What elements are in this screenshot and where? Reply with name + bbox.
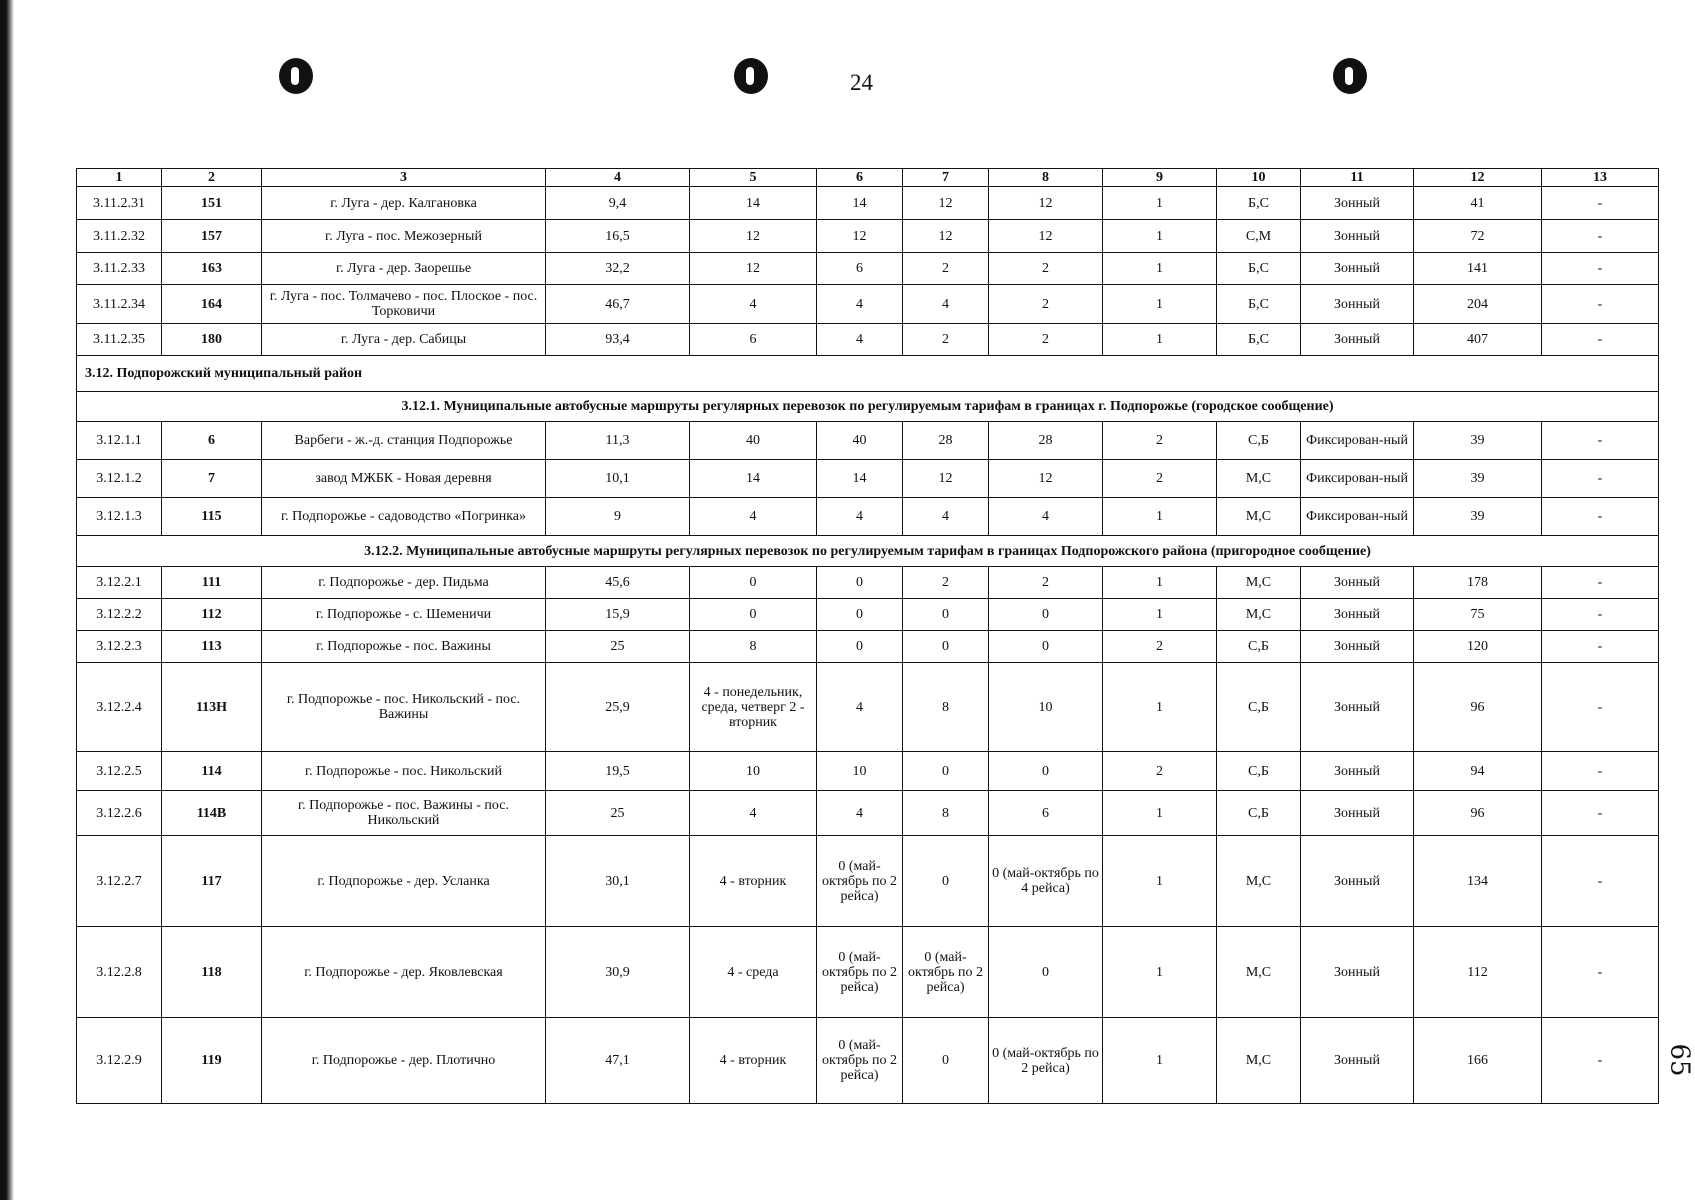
note-cell: - — [1542, 663, 1659, 752]
subsection-heading: 3.12.1. Муниципальные автобусные маршруты регулярных перевозок по регулируемым тарифам в границах г. Подпорожье (городское сообщение) — [77, 392, 1659, 422]
tariff-type-cell: Фиксирован-ный — [1301, 498, 1414, 536]
vehicles-count-cell: 1 — [1103, 567, 1217, 599]
column-number-header: 1 — [77, 169, 162, 187]
handwritten-margin-note: 65 — [1664, 1043, 1695, 1077]
punch-hole-left — [279, 58, 313, 94]
route-number-cell: 117 — [162, 836, 262, 927]
subsection-heading-row — [77, 536, 1659, 567]
row-id-cell: 3.12.2.2 — [77, 599, 162, 631]
vehicle-class-cell: М,С — [1217, 836, 1301, 927]
row-id-cell: 3.11.2.33 — [77, 253, 162, 285]
vehicle-class-cell: С,Б — [1217, 752, 1301, 791]
fare-cell: 96 — [1414, 791, 1542, 836]
note-cell: - — [1542, 285, 1659, 324]
vehicles-count-cell: 1 — [1103, 220, 1217, 253]
column-number-header: 6 — [817, 169, 903, 187]
trips-weekday-cell: 4 — [690, 498, 817, 536]
row-id-cell: 3.12.2.4 — [77, 663, 162, 752]
route-number-cell: 112 — [162, 599, 262, 631]
trips-6-cell: 4 — [817, 663, 903, 752]
route-name-cell: г. Луга - дер. Заорешье — [262, 253, 546, 285]
subsection-heading: 3.12.2. Муниципальные автобусные маршруты регулярных перевозок по регулируемым тарифам в границах Подпорожского района (пригородное сообщение) — [77, 536, 1659, 567]
column-number-header: 2 — [162, 169, 262, 187]
vehicle-class-cell: Б,С — [1217, 187, 1301, 220]
table-row — [77, 220, 1659, 253]
trips-7-cell: 2 — [903, 253, 989, 285]
fare-cell: 134 — [1414, 836, 1542, 927]
trips-6-cell: 0 — [817, 599, 903, 631]
trips-weekday-cell: 4 - понедельник, среда, четверг 2 - вторник — [690, 663, 817, 752]
vehicle-class-cell: М,С — [1217, 567, 1301, 599]
column-number-header: 11 — [1301, 169, 1414, 187]
trips-7-cell: 12 — [903, 187, 989, 220]
route-length-cell: 47,1 — [546, 1018, 690, 1104]
tariff-type-cell: Зонный — [1301, 567, 1414, 599]
vehicle-class-cell: М,С — [1217, 599, 1301, 631]
route-name-cell: г. Подпорожье - пос. Важины — [262, 631, 546, 663]
fare-cell: 72 — [1414, 220, 1542, 253]
table-row — [77, 422, 1659, 460]
trips-8-cell: 2 — [989, 253, 1103, 285]
trips-weekday-cell: 4 — [690, 791, 817, 836]
column-number-header: 12 — [1414, 169, 1542, 187]
trips-6-cell: 0 — [817, 631, 903, 663]
punch-hole-right — [1333, 58, 1367, 94]
trips-7-cell: 0 — [903, 836, 989, 927]
fare-cell: 75 — [1414, 599, 1542, 631]
tariff-type-cell: Зонный — [1301, 927, 1414, 1018]
vehicles-count-cell: 1 — [1103, 836, 1217, 927]
table-row — [77, 1018, 1659, 1104]
row-id-cell: 3.11.2.35 — [77, 324, 162, 356]
row-id-cell: 3.12.2.6 — [77, 791, 162, 836]
trips-weekday-cell: 4 - вторник — [690, 836, 817, 927]
route-length-cell: 46,7 — [546, 285, 690, 324]
vehicle-class-cell: С,Б — [1217, 631, 1301, 663]
trips-7-cell: 0 — [903, 631, 989, 663]
route-number-cell: 114 — [162, 752, 262, 791]
route-length-cell: 9,4 — [546, 187, 690, 220]
vehicles-count-cell: 2 — [1103, 631, 1217, 663]
punch-hole-center — [734, 58, 768, 94]
route-name-cell: г. Подпорожье - дер. Яковлевская — [262, 927, 546, 1018]
section-heading-row — [77, 356, 1659, 392]
note-cell: - — [1542, 220, 1659, 253]
section-heading: 3.12. Подпорожский муниципальный район — [77, 356, 1659, 392]
vehicles-count-cell: 2 — [1103, 752, 1217, 791]
tariff-type-cell: Зонный — [1301, 836, 1414, 927]
route-name-cell: Варбеги - ж.-д. станция Подпорожье — [262, 422, 546, 460]
tariff-type-cell: Зонный — [1301, 1018, 1414, 1104]
route-number-cell: 113Н — [162, 663, 262, 752]
trips-weekday-cell: 0 — [690, 599, 817, 631]
row-id-cell: 3.12.2.9 — [77, 1018, 162, 1104]
trips-6-cell: 0 (май-октябрь по 2 рейса) — [817, 927, 903, 1018]
row-id-cell: 3.12.2.5 — [77, 752, 162, 791]
subsection-heading-row — [77, 392, 1659, 422]
trips-6-cell: 14 — [817, 187, 903, 220]
route-number-cell: 180 — [162, 324, 262, 356]
vehicles-count-cell: 1 — [1103, 663, 1217, 752]
table-row — [77, 927, 1659, 1018]
table-row — [77, 599, 1659, 631]
vehicle-class-cell: Б,С — [1217, 324, 1301, 356]
route-number-cell: 114В — [162, 791, 262, 836]
tariff-type-cell: Зонный — [1301, 285, 1414, 324]
table-row — [77, 752, 1659, 791]
trips-6-cell: 6 — [817, 253, 903, 285]
route-length-cell: 11,3 — [546, 422, 690, 460]
tariff-type-cell: Зонный — [1301, 791, 1414, 836]
tariff-type-cell: Зонный — [1301, 324, 1414, 356]
vehicle-class-cell: С,Б — [1217, 791, 1301, 836]
route-name-cell: г. Луга - дер. Калгановка — [262, 187, 546, 220]
note-cell: - — [1542, 1018, 1659, 1104]
route-name-cell: г. Подпорожье - дер. Плотично — [262, 1018, 546, 1104]
route-length-cell: 16,5 — [546, 220, 690, 253]
trips-7-cell: 2 — [903, 567, 989, 599]
page-number: 24 — [850, 70, 873, 95]
trips-weekday-cell: 0 — [690, 567, 817, 599]
table-row — [77, 663, 1659, 752]
note-cell: - — [1542, 324, 1659, 356]
column-number-header: 4 — [546, 169, 690, 187]
trips-8-cell: 28 — [989, 422, 1103, 460]
vehicle-class-cell: Б,С — [1217, 285, 1301, 324]
trips-6-cell: 12 — [817, 220, 903, 253]
trips-weekday-cell: 4 — [690, 285, 817, 324]
table-header-row — [77, 169, 1659, 187]
row-id-cell: 3.12.2.7 — [77, 836, 162, 927]
row-id-cell: 3.11.2.34 — [77, 285, 162, 324]
route-length-cell: 32,2 — [546, 253, 690, 285]
route-length-cell: 15,9 — [546, 599, 690, 631]
table-row — [77, 567, 1659, 599]
route-number-cell: 164 — [162, 285, 262, 324]
routes-table — [76, 168, 1659, 1104]
trips-7-cell: 0 — [903, 1018, 989, 1104]
vehicle-class-cell: Б,С — [1217, 253, 1301, 285]
trips-8-cell: 0 — [989, 599, 1103, 631]
trips-7-cell: 4 — [903, 285, 989, 324]
trips-weekday-cell: 12 — [690, 253, 817, 285]
trips-8-cell: 6 — [989, 791, 1103, 836]
trips-8-cell: 12 — [989, 460, 1103, 498]
trips-8-cell: 0 (май-октябрь по 4 рейса) — [989, 836, 1103, 927]
fare-cell: 141 — [1414, 253, 1542, 285]
trips-6-cell: 10 — [817, 752, 903, 791]
trips-7-cell: 0 — [903, 599, 989, 631]
route-number-cell: 157 — [162, 220, 262, 253]
route-length-cell: 25,9 — [546, 663, 690, 752]
trips-8-cell: 0 (май-октябрь по 2 рейса) — [989, 1018, 1103, 1104]
row-id-cell: 3.11.2.31 — [77, 187, 162, 220]
trips-7-cell: 0 — [903, 752, 989, 791]
route-number-cell: 118 — [162, 927, 262, 1018]
route-name-cell: г. Луга - пос. Толмачево - пос. Плоское - пос. Торковичи — [262, 285, 546, 324]
note-cell: - — [1542, 567, 1659, 599]
trips-6-cell: 0 (май-октябрь по 2 рейса) — [817, 836, 903, 927]
table-row — [77, 187, 1659, 220]
trips-6-cell: 14 — [817, 460, 903, 498]
fare-cell: 178 — [1414, 567, 1542, 599]
scan-binding-edge — [0, 0, 14, 1200]
route-length-cell: 10,1 — [546, 460, 690, 498]
fare-cell: 39 — [1414, 460, 1542, 498]
column-number-header: 10 — [1217, 169, 1301, 187]
trips-6-cell: 0 (май-октябрь по 2 рейса) — [817, 1018, 903, 1104]
trips-8-cell: 10 — [989, 663, 1103, 752]
table-row — [77, 253, 1659, 285]
trips-6-cell: 4 — [817, 285, 903, 324]
trips-7-cell: 12 — [903, 460, 989, 498]
note-cell: - — [1542, 791, 1659, 836]
trips-6-cell: 4 — [817, 324, 903, 356]
tariff-type-cell: Зонный — [1301, 253, 1414, 285]
trips-7-cell: 0 (май-октябрь по 2 рейса) — [903, 927, 989, 1018]
row-id-cell: 3.12.1.2 — [77, 460, 162, 498]
table-row — [77, 498, 1659, 536]
trips-6-cell: 0 — [817, 567, 903, 599]
tariff-type-cell: Фиксирован-ный — [1301, 422, 1414, 460]
trips-weekday-cell: 12 — [690, 220, 817, 253]
vehicles-count-cell: 1 — [1103, 599, 1217, 631]
row-id-cell: 3.12.2.3 — [77, 631, 162, 663]
table-row — [77, 631, 1659, 663]
route-name-cell: г. Луга - дер. Сабицы — [262, 324, 546, 356]
column-number-header: 3 — [262, 169, 546, 187]
route-length-cell: 30,1 — [546, 836, 690, 927]
row-id-cell: 3.11.2.32 — [77, 220, 162, 253]
vehicles-count-cell: 1 — [1103, 187, 1217, 220]
trips-6-cell: 4 — [817, 498, 903, 536]
route-length-cell: 45,6 — [546, 567, 690, 599]
row-id-cell: 3.12.1.1 — [77, 422, 162, 460]
row-id-cell: 3.12.2.8 — [77, 927, 162, 1018]
vehicle-class-cell: М,С — [1217, 1018, 1301, 1104]
tariff-type-cell: Зонный — [1301, 220, 1414, 253]
route-length-cell: 25 — [546, 791, 690, 836]
route-length-cell: 19,5 — [546, 752, 690, 791]
fare-cell: 39 — [1414, 422, 1542, 460]
table-row — [77, 460, 1659, 498]
trips-weekday-cell: 14 — [690, 187, 817, 220]
trips-8-cell: 12 — [989, 220, 1103, 253]
fare-cell: 39 — [1414, 498, 1542, 536]
trips-8-cell: 2 — [989, 285, 1103, 324]
trips-weekday-cell: 4 - вторник — [690, 1018, 817, 1104]
column-number-header: 9 — [1103, 169, 1217, 187]
route-length-cell: 25 — [546, 631, 690, 663]
vehicles-count-cell: 1 — [1103, 927, 1217, 1018]
row-id-cell: 3.12.1.3 — [77, 498, 162, 536]
fare-cell: 407 — [1414, 324, 1542, 356]
route-number-cell: 7 — [162, 460, 262, 498]
vehicles-count-cell: 1 — [1103, 1018, 1217, 1104]
note-cell: - — [1542, 927, 1659, 1018]
tariff-type-cell: Зонный — [1301, 599, 1414, 631]
trips-weekday-cell: 14 — [690, 460, 817, 498]
vehicle-class-cell: С,Б — [1217, 422, 1301, 460]
trips-weekday-cell: 8 — [690, 631, 817, 663]
route-number-cell: 119 — [162, 1018, 262, 1104]
route-name-cell: г. Подпорожье - дер. Пидьма — [262, 567, 546, 599]
trips-8-cell: 2 — [989, 324, 1103, 356]
column-number-header: 5 — [690, 169, 817, 187]
note-cell: - — [1542, 187, 1659, 220]
vehicles-count-cell: 1 — [1103, 498, 1217, 536]
trips-7-cell: 12 — [903, 220, 989, 253]
route-name-cell: г. Луга - пос. Межозерный — [262, 220, 546, 253]
trips-weekday-cell: 40 — [690, 422, 817, 460]
fare-cell: 166 — [1414, 1018, 1542, 1104]
route-number-cell: 113 — [162, 631, 262, 663]
trips-7-cell: 4 — [903, 498, 989, 536]
column-number-header: 13 — [1542, 169, 1659, 187]
vehicle-class-cell: С,М — [1217, 220, 1301, 253]
note-cell: - — [1542, 752, 1659, 791]
trips-8-cell: 2 — [989, 567, 1103, 599]
tariff-type-cell: Зонный — [1301, 663, 1414, 752]
tariff-type-cell: Зонный — [1301, 631, 1414, 663]
note-cell: - — [1542, 422, 1659, 460]
vehicle-class-cell: М,С — [1217, 460, 1301, 498]
route-name-cell: г. Подпорожье - садоводство «Погринка» — [262, 498, 546, 536]
fare-cell: 120 — [1414, 631, 1542, 663]
trips-weekday-cell: 10 — [690, 752, 817, 791]
vehicle-class-cell: М,С — [1217, 927, 1301, 1018]
fare-cell: 96 — [1414, 663, 1542, 752]
trips-8-cell: 0 — [989, 927, 1103, 1018]
trips-6-cell: 40 — [817, 422, 903, 460]
trips-8-cell: 4 — [989, 498, 1103, 536]
fare-cell: 112 — [1414, 927, 1542, 1018]
table-row — [77, 285, 1659, 324]
route-length-cell: 93,4 — [546, 324, 690, 356]
vehicle-class-cell: М,С — [1217, 498, 1301, 536]
route-number-cell: 163 — [162, 253, 262, 285]
vehicles-count-cell: 1 — [1103, 791, 1217, 836]
note-cell: - — [1542, 631, 1659, 663]
note-cell: - — [1542, 460, 1659, 498]
trips-8-cell: 0 — [989, 752, 1103, 791]
tariff-type-cell: Фиксирован-ный — [1301, 460, 1414, 498]
vehicles-count-cell: 2 — [1103, 460, 1217, 498]
row-id-cell: 3.12.2.1 — [77, 567, 162, 599]
tariff-type-cell: Зонный — [1301, 187, 1414, 220]
route-name-cell: г. Подпорожье - с. Шеменичи — [262, 599, 546, 631]
trips-7-cell: 8 — [903, 663, 989, 752]
table-row — [77, 836, 1659, 927]
vehicles-count-cell: 1 — [1103, 253, 1217, 285]
route-name-cell: г. Подпорожье - пос. Никольский - пос. Важины — [262, 663, 546, 752]
route-name-cell: г. Подпорожье - дер. Усланка — [262, 836, 546, 927]
route-name-cell: г. Подпорожье - пос. Никольский — [262, 752, 546, 791]
route-number-cell: 111 — [162, 567, 262, 599]
route-number-cell: 6 — [162, 422, 262, 460]
trips-7-cell: 28 — [903, 422, 989, 460]
fare-cell: 204 — [1414, 285, 1542, 324]
fare-cell: 41 — [1414, 187, 1542, 220]
vehicles-count-cell: 1 — [1103, 285, 1217, 324]
column-number-header: 7 — [903, 169, 989, 187]
route-name-cell: г. Подпорожье - пос. Важины - пос. Никольский — [262, 791, 546, 836]
fare-cell: 94 — [1414, 752, 1542, 791]
tariff-type-cell: Зонный — [1301, 752, 1414, 791]
table-row — [77, 791, 1659, 836]
note-cell: - — [1542, 836, 1659, 927]
vehicle-class-cell: С,Б — [1217, 663, 1301, 752]
vehicles-count-cell: 2 — [1103, 422, 1217, 460]
route-number-cell: 115 — [162, 498, 262, 536]
vehicles-count-cell: 1 — [1103, 324, 1217, 356]
route-number-cell: 151 — [162, 187, 262, 220]
trips-weekday-cell: 4 - среда — [690, 927, 817, 1018]
trips-8-cell: 12 — [989, 187, 1103, 220]
trips-weekday-cell: 6 — [690, 324, 817, 356]
route-name-cell: завод МЖБК - Новая деревня — [262, 460, 546, 498]
route-length-cell: 30,9 — [546, 927, 690, 1018]
route-length-cell: 9 — [546, 498, 690, 536]
note-cell: - — [1542, 253, 1659, 285]
table-row — [77, 324, 1659, 356]
trips-8-cell: 0 — [989, 631, 1103, 663]
trips-7-cell: 8 — [903, 791, 989, 836]
trips-7-cell: 2 — [903, 324, 989, 356]
trips-6-cell: 4 — [817, 791, 903, 836]
note-cell: - — [1542, 599, 1659, 631]
column-number-header: 8 — [989, 169, 1103, 187]
note-cell: - — [1542, 498, 1659, 536]
